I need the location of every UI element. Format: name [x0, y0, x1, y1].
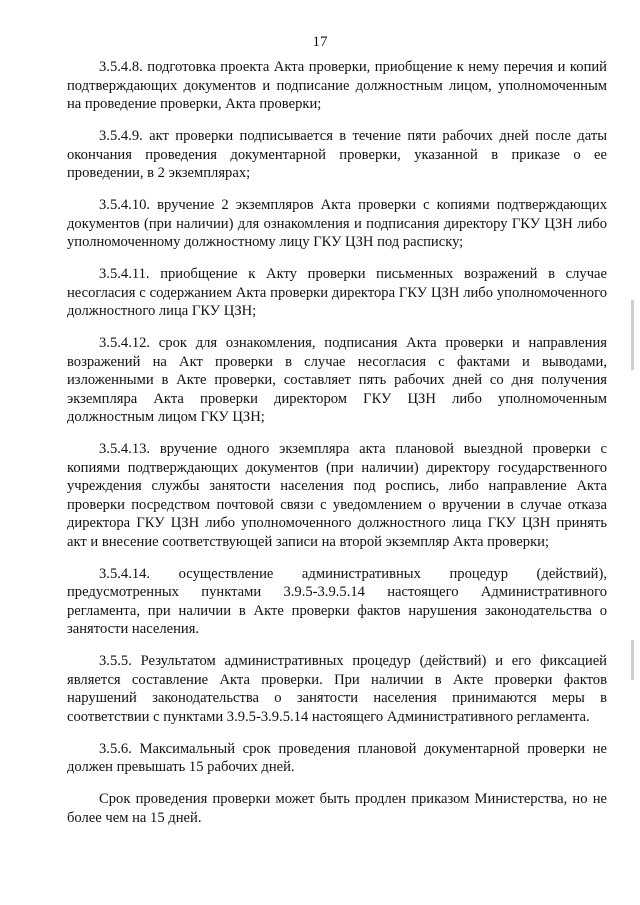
paragraph-3-5-6: 3.5.6. Максимальный срок проведения плановой документарной проверки не должен превышать 15 рабочих дней. — [67, 740, 607, 775]
paragraph-3-5-4-13: 3.5.4.13. вручение одного экземпляра акта плановой выездной проверки с копиями подтверждающих документов (при наличии) директору государственного учреждения службы занятости населения под роспись, либо направление Акта проверки посредством почтовой связи с уведомлением о вручении в случае отказа директора ГКУ ЦЗН либо уполномоченного должностного лица ГКУ ЦЗН принять акт и внесение соответствующей записи на второй экземпляр Акта проверки; — [67, 441, 607, 550]
page-number: 17 — [312, 34, 328, 50]
paragraph-3-5-4-8: 3.5.4.8. подготовка проекта Акта проверки, приобщение к нему перечия и копий подтверждающих документов и подписание должностным лицом, уполномоченным на проведение проверки, Акта проверки; — [67, 59, 607, 112]
scan-edge-mark — [631, 300, 634, 370]
paragraph-3-5-4-9: 3.5.4.9. акт проверки подписывается в течение пяти рабочих дней после даты окончания проведения документарной проверки, указанной в приказе о ее проведении, в 2 экземплярах; — [67, 128, 607, 181]
paragraph-3-5-4-12: 3.5.4.12. срок для ознакомления, подписания Акта проверки и направления возражений на Акт проверки в случае несогласия с фактами и выводами, изложенными в Акте проверки, составляет пять рабочих дней со дня получения экземпляра Акта проверки директором ГКУ ЦЗН либо уполномоченным должностным лицом ГКУ ЦЗН; — [67, 335, 607, 425]
paragraph-extension-term: Срок проведения проверки может быть продлен приказом Министерства, но не более чем на 15 дней. — [67, 791, 607, 826]
paragraph-3-5-4-14: 3.5.4.14. осуществление административных процедур (действий), предусмотренных пунктами 3.9.5-3.9.5.14 настоящего Административного регламента, при наличии в Акте проверки фактов нарушения законодательства о занятости населения. — [67, 565, 607, 637]
paragraph-3-5-4-10: 3.5.4.10. вручение 2 экземпляров Акта проверки с копиями подтверждающих документов (при наличии) для ознакомления и подписания директору ГКУ ЦЗН либо уполномоченному должностному лицу ГКУ ЦЗН под расписку; — [67, 197, 607, 250]
scan-edge-mark — [631, 640, 634, 680]
paragraph-3-5-4-11: 3.5.4.11. приобщение к Акту проверки письменных возражений в случае несогласия с содержанием Акта проверки директора ГКУ ЦЗН либо уполномоченного должностного лица ГКУ ЦЗН; — [67, 266, 607, 319]
document-body — [67, 58, 607, 827]
paragraph-3-5-5: 3.5.5. Результатом административных процедур (действий) и его фиксацией является составление Акта проверки. При наличии в Акте проверки фактов нарушений законодательства о занятости населения принимаются меры в соответствии с пунктами 3.9.5-3.9.5.14 настоящего Административного регламента. — [67, 653, 607, 725]
